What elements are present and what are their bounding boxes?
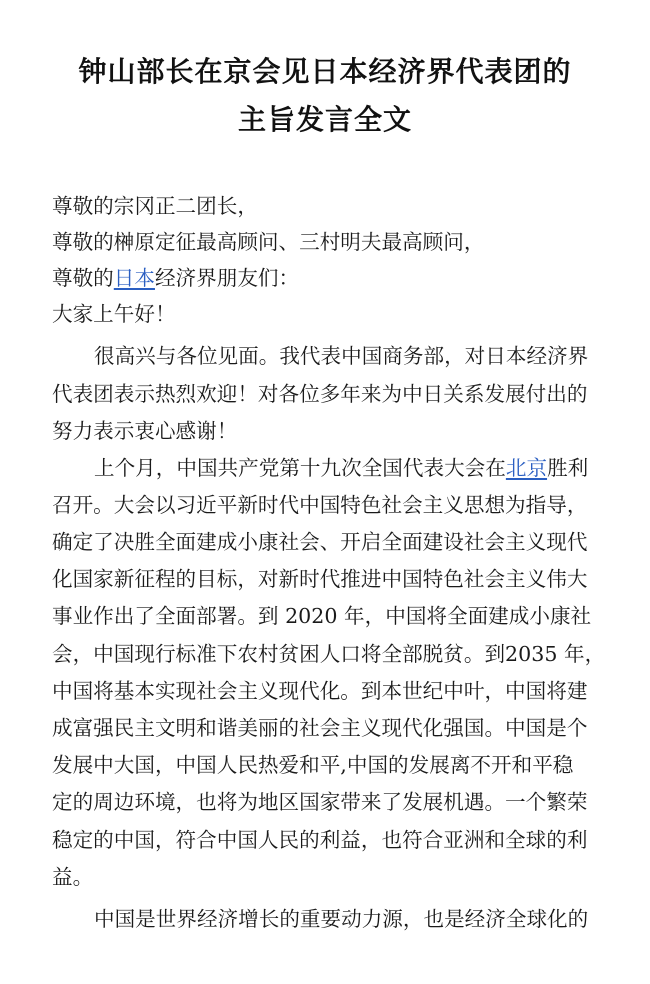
beijing-link[interactable]: 北京 xyxy=(505,456,548,480)
salutation-line xyxy=(52,265,612,291)
paragraph-line: 化国家新征程的目标，对新时代推进中国特色社会主义伟大 xyxy=(52,567,588,591)
paragraph-text: 上个月，中国共产党第十九次全国代表大会在 xyxy=(94,456,506,480)
paragraph-line: 稳定的中国，符合中国人民的利益，也符合亚洲和全球的利 xyxy=(52,828,588,852)
salutation-line: 尊敬的宗冈正二团长， xyxy=(52,194,258,218)
paragraph-line: 中国将基本实现社会主义现代化。到本世纪中叶，中国将建 xyxy=(52,679,588,703)
paragraph-line: 中国是世界经济增长的重要动力源，也是经济全球化的 xyxy=(94,907,589,931)
salutation-prefix: 尊敬的 xyxy=(52,266,114,290)
paragraph-line: 会，中国现行标准下农村贫困人口将全部脱贫。到2035 年， xyxy=(52,642,606,666)
paragraph-line: 成富强民主文明和谐美丽的社会主义现代化强国。中国是个 xyxy=(52,716,588,740)
paragraph-line: 召开。大会以习近平新时代中国特色社会主义思想为指导， xyxy=(52,493,588,517)
salutation-line: 尊敬的榊原定征最高顾问、三村明夫最高顾问， xyxy=(52,230,485,254)
paragraph-line: 确定了决胜全面建成小康社会、开启全面建设社会主义现代 xyxy=(52,530,588,554)
paragraph-text: 胜利 xyxy=(547,456,589,480)
document-title-line-2: 主旨发言全文 xyxy=(237,103,412,136)
paragraph-line: 很高兴与各位见面。我代表中国商务部，对日本经济界 xyxy=(94,344,589,368)
paragraph-line: 代表团表示热烈欢迎！对各位多年来为中日关系发展付出的 xyxy=(52,382,588,406)
document-title-line-1: 钟山部长在京会见日本经济界代表团的 xyxy=(78,55,572,88)
japan-link[interactable]: 日本 xyxy=(113,266,155,290)
paragraph-line xyxy=(94,455,612,481)
paragraph-line: 定的周边环境，也将为地区国家带来了发展机遇。一个繁荣 xyxy=(52,790,588,814)
greeting-line: 大家上午好！ xyxy=(52,302,176,326)
paragraph-line: 益。 xyxy=(52,865,94,889)
salutation-suffix: 经济界朋友们： xyxy=(154,266,300,290)
paragraph-line: 发展中大国，中国人民热爱和平,中国的发展离不开和平稳 xyxy=(52,753,574,777)
paragraph-line: 努力表示衷心感谢！ xyxy=(52,419,238,443)
paragraph-line: 事业作出了全面部署。到 2020 年，中国将全面建成小康社 xyxy=(52,604,592,628)
